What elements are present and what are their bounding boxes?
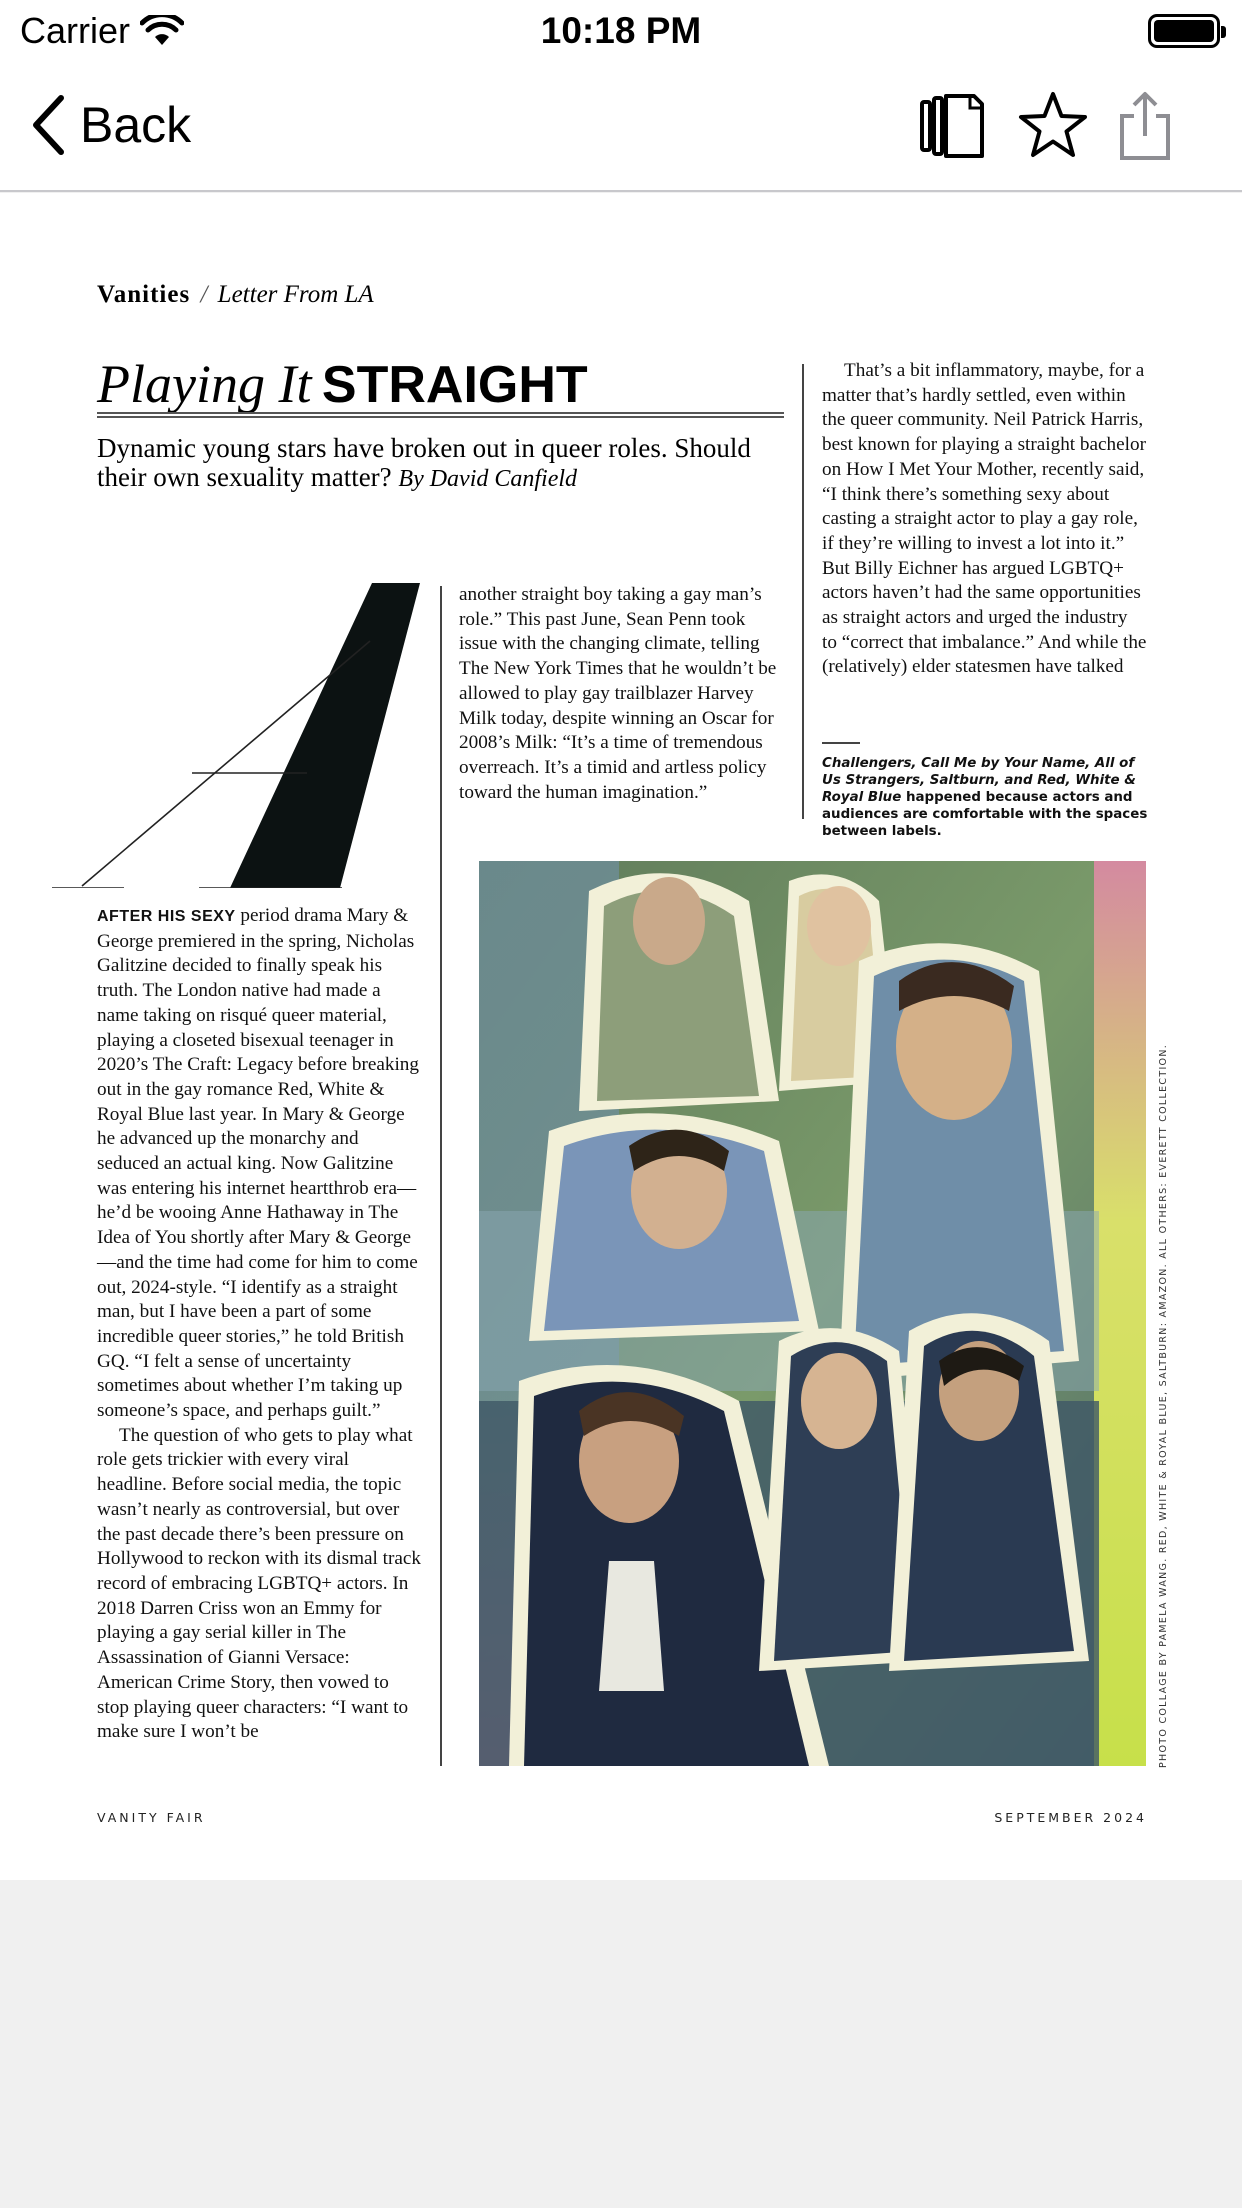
back-button[interactable] xyxy=(30,90,191,160)
headline-bold: STRAIGHT xyxy=(321,356,588,414)
column-right-text: That’s a bit inflammatory, maybe, for a matter that’s hardly settled, even within the queer community. Neil Patrick Harris, best known for playing a straight bachelor on How I Met Your Mother, recently said, “I think there’s something sexy about casting a straight actor to play a gay role, if they’re willing to invest a lot into it.” But Billy Eichner has argued LGBTQ+ actors haven’t had the same opportunities as straight actors and urged the industry to “correct that imbalance.” And while the (relatively) elder statesmen have talked xyxy=(822,360,1147,678)
star-icon[interactable] xyxy=(1018,90,1088,162)
chevron-left-icon xyxy=(30,94,66,156)
deck xyxy=(97,434,787,494)
byline: By David Canfield xyxy=(398,466,578,492)
navigation-bar xyxy=(0,62,1242,192)
section-name: Vanities xyxy=(97,281,191,308)
status-bar xyxy=(0,0,1242,62)
back-label: Back xyxy=(80,97,192,153)
department-name: Letter From LA xyxy=(217,281,374,308)
share-icon[interactable] xyxy=(1110,90,1180,162)
battery-icon xyxy=(1148,14,1220,48)
photo-collage xyxy=(479,861,1146,1766)
paragraph-1-text: period drama Mary & George premiered in the spring, Nicholas Galitzine decided to finally speak his truth. The London native had made a name taking on risqué queer material, playing a closeted bisexual teenager in 2020’s The Craft: Legacy before breaking out in the gay romance Red, White & Royal Blue last year. In Mary & George he advanced up the monarchy and seduced an actual king. Now Galitzine was entering his internet heartthrob era—he’d be wooing Anne Hathaway in The Idea of You shortly after Mary & George—and the time had come for him to come out, 2024-style. “I identify as a straight man, but I have been a part of some incredible queer stories,” he told British GQ. “I felt a sense of uncertainty sometimes about whether I’m taking up someone’s space, and perhaps guilt.” xyxy=(97,905,419,1422)
paragraph-1 xyxy=(97,904,422,1424)
caption-films: Challengers, Call Me by Your Name, All of Us Strangers, Saltburn, and Red, White & Royal Blue xyxy=(822,756,1136,805)
column-middle xyxy=(459,583,781,805)
column-divider-left xyxy=(440,586,442,1766)
column-divider-right xyxy=(802,364,804,819)
kicker-separator: / xyxy=(200,281,208,308)
footer-publication: VANITY FAIR xyxy=(97,1810,206,1825)
photo-credit: PHOTO COLLAGE BY PAMELA WANG. RED, WHITE & ROYAL BLUE, SALTBURN: AMAZON. ALL OTHERS: EVERETT COLLECTION. xyxy=(1158,1043,1169,1768)
column-right xyxy=(822,359,1147,680)
column-middle-text: another straight boy taking a gay man’s role.” This past June, Sean Penn took issue with the changing climate, telling The New York Times that he wouldn’t be allowed to play gay trailblazer Harvey Milk today, despite winning an Oscar for 2008’s Milk: “It’s a time of tremendous overreach. It’s a timid and artless policy toward the human imagination.” xyxy=(459,584,777,803)
magazine-page[interactable] xyxy=(0,193,1242,1880)
caption-text: happened because actors and audiences are comfortable with the spaces between labels. xyxy=(822,790,1148,839)
carrier-label: Carrier xyxy=(20,10,131,51)
status-time: 10:18 PM xyxy=(540,10,702,51)
footer-issue-date: SEPTEMBER 2024 xyxy=(994,1810,1147,1825)
deck-text: Dynamic young stars have broken out in queer roles. Should their own sexuality matter? xyxy=(97,433,751,492)
lead-in: AFTER HIS SEXY xyxy=(97,908,236,925)
photo-caption xyxy=(822,755,1152,840)
headline-rule xyxy=(97,412,784,418)
section-kicker xyxy=(97,281,374,309)
pages-icon[interactable] xyxy=(918,90,988,162)
drop-cap xyxy=(52,583,432,888)
headline xyxy=(97,353,784,415)
headline-italic: Playing It xyxy=(97,354,312,414)
caption-rule xyxy=(822,742,860,744)
paragraph-2: The question of who gets to play what role gets trickier with every viral headline. Before social media, the topic wasn’t nearly as controversial, but over the past decade there’s been pressure on Hollywood to reckon with its dismal track record of embracing LGBTQ+ actors. In 2018 Darren Criss won an Emmy for playing a gay serial killer in The Assassination of Gianni Versace: American Crime Story, then vowed to stop playing queer characters: “I want to make sure I won’t be xyxy=(97,1424,422,1743)
column-left xyxy=(97,904,422,1745)
